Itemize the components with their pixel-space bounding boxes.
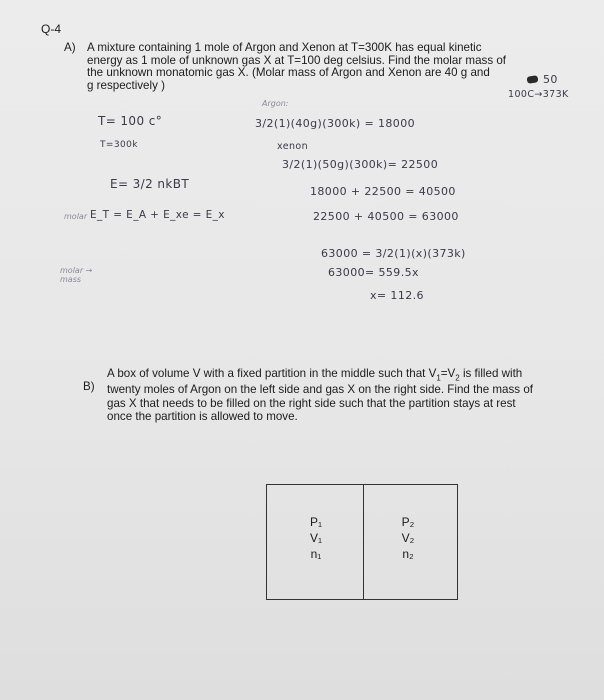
part-b-sub-1: 1 [436, 373, 441, 383]
hw-t-kelvin: T=300k [100, 140, 138, 150]
hw-energy-balance: E_T = E_A + E_xe = E_x [90, 209, 225, 221]
hw-equation-x2: 63000= 559.5x [328, 266, 419, 279]
part-a-label: A) [64, 41, 76, 54]
left-moles: n₁ [310, 547, 322, 561]
part-a-line-1: A mixture containing 1 mole of Argon and Xenon at T=300K has equal kinetic [87, 41, 482, 54]
hw-result: x= 112.6 [370, 289, 424, 302]
hw-xenon-equation: 3/2(1)(50g)(300k)= 22500 [282, 158, 439, 171]
hw-argon-label: Argon: [262, 99, 289, 108]
part-a-line-3: the unknown monatomic gas X. (Molar mass of Argon and Xenon are 40 g and [87, 66, 490, 79]
hw-equation-x: 63000 = 3/2(1)(x)(373k) [321, 247, 466, 260]
part-b-line-1 [107, 367, 522, 384]
partition-box-diagram [266, 484, 458, 600]
part-b-label: B) [83, 380, 95, 393]
part-b-line-2: twenty moles of Argon on the left side and gas X on the right side. Find the mass of [107, 383, 533, 396]
question-number: Q-4 [41, 22, 62, 36]
hw-molar-mass-note: molar → mass [60, 266, 93, 284]
ink-blot [527, 75, 539, 83]
hw-xenon-label: xenon [277, 141, 309, 152]
part-b-sub-2: 2 [455, 373, 460, 383]
left-volume: V₁ [309, 531, 323, 545]
right-pressure: P₂ [401, 515, 415, 529]
part-b-line-3: gas X that needs to be filled on the right side such that the partition stays at rest [107, 397, 516, 410]
left-pressure: P₁ [309, 515, 323, 529]
hw-molar-note: molar [64, 212, 88, 221]
part-b-line-1-b: =V [440, 367, 456, 380]
part-b-line-1-c: is filled with [459, 367, 523, 380]
hw-sum-1: 18000 + 22500 = 40500 [310, 185, 456, 198]
hw-argon-equation: 3/2(1)(40g)(300k) = 18000 [255, 117, 415, 130]
hw-conversion: 100C→373K [508, 89, 569, 100]
right-moles: n₂ [402, 547, 414, 561]
left-chamber-labels [302, 514, 330, 562]
hw-t-celsius: T= 100 c° [98, 114, 163, 128]
partition-line [363, 485, 364, 599]
right-volume: V₂ [401, 531, 415, 545]
hw-energy-formula: E= 3/2 nkBT [110, 177, 190, 191]
hw-top-right-50: 50 [543, 73, 558, 86]
part-b-line-1-a: A box of volume V with a fixed partition in the middle such that V [107, 367, 437, 380]
part-a-line-2: energy as 1 mole of unknown gas X at T=100 deg celsius. Find the molar mass of [87, 54, 506, 67]
part-b-line-4: once the partition is allowed to move. [107, 410, 298, 423]
right-chamber-labels [394, 514, 422, 562]
hw-sum-2: 22500 + 40500 = 63000 [313, 210, 459, 223]
part-a-line-4: g respectively ) [87, 79, 165, 92]
